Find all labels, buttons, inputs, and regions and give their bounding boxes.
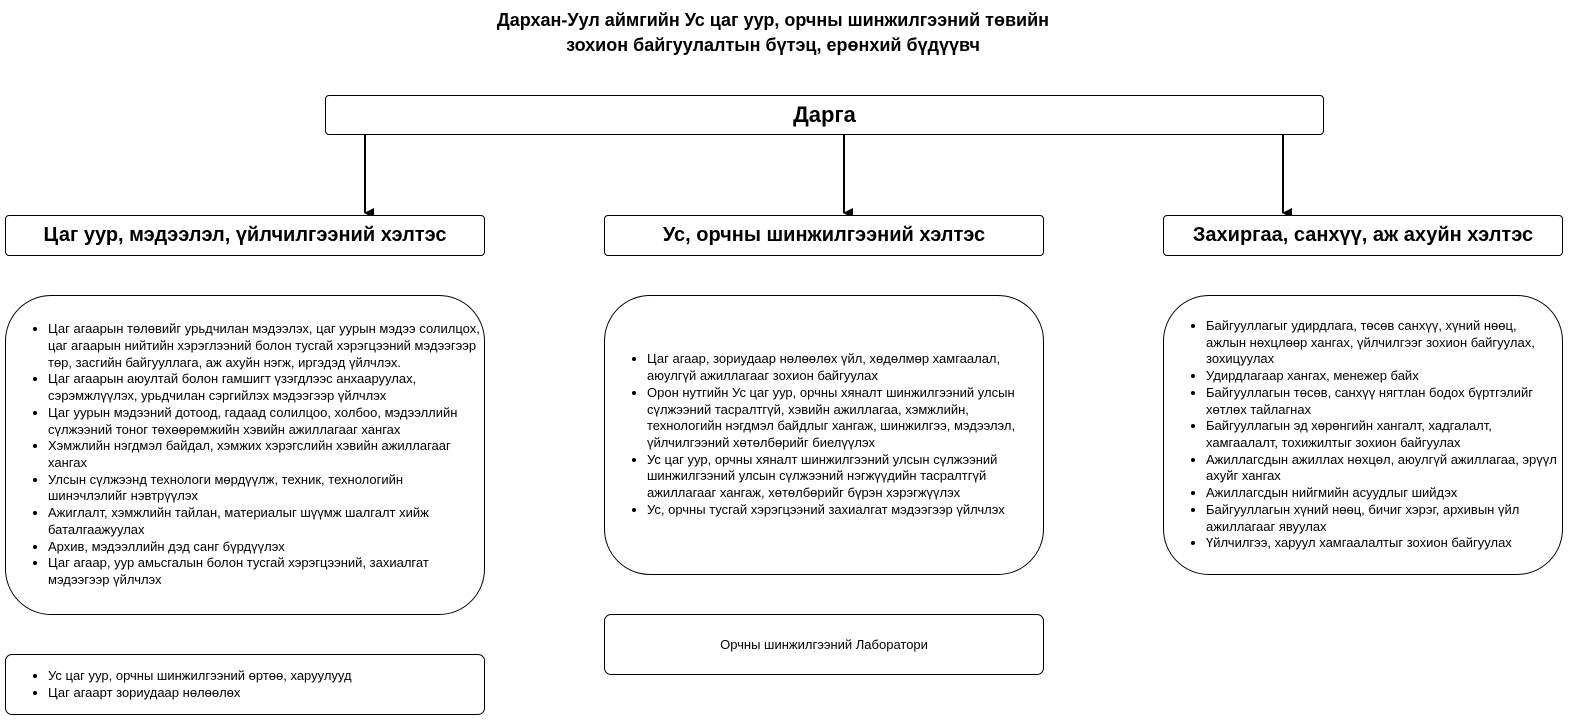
list-item: • Цаг агаарын төлөвийг урьдчилан мэдээлэх, цаг уурын мэдээ солилцох, цаг агаарын нийтийн хэрэглээний болон тусгай хэрэгцээний мэдээгээр төр, засгийн байгууллага, аж ахуйн нэгж, иргэдэд үйлчлэх. [48,321,482,371]
dept1-duties-box [5,295,485,615]
list-item: • Улсын сүлжээнд технологи мөрдүүлж, техник, технологийн шинэчлэлийг нэвтрүүлэх [48,472,482,505]
list-item: • Цаг агаар, зориудаар нөлөөлөх үйл, хөдөлмөр хамгаалал, аюулгүй ажиллагааг зохион байгуулах [647,351,1041,384]
list-item: • Удирдлагаар хангах, менежер байх [1206,368,1558,385]
dept2-duties-box [604,295,1044,575]
list-item: • Байгууллагыг удирдлага, төсөв санхүү, хүний нөөц, ажлын нөхцлөөр хангах, үйлчилгээг зохион байгуулах, зохицуулах [1206,318,1558,368]
title-line-2: зохион байгуулалтын бүтэц, ерөнхий бүдүүвч [566,35,980,55]
list-item: • Цаг агаар, уур амьсгалын болон тусгай хэрэгцээний, захиалгат мэдээгээр үйлчлэх [48,555,482,588]
list-item: • Байгууллагын хүний нөөц, бичиг хэрэг, архивын үйл ажиллагааг явуулах [1206,502,1558,535]
list-item: • Ажиллагсдын нийгмийн асуудлыг шийдэх [1206,485,1558,502]
dept2-laboratory-box: Орчны шинжилгээний Лаборатори [604,614,1044,675]
dept3-duties-box [1163,295,1563,575]
dept3-duties-list [1164,318,1558,552]
list-item: • Ажиллагсдын ажиллах нөхцөл, аюулгүй ажиллагаа, эрүүл ахуйг хангах [1206,452,1558,485]
list-item: • Орон нутгийн Ус цаг уур, орчны хяналт шинжилгээний улсын сүлжээний тасралтгүй, хэвийн ажиллагаа, хэмжлийн, технологийн нэгдмэл байдлыг хангаж, шинжилгээ, мэдээлэл, үйлчилгээний хөтөлбөрийг биелүүлэх [647,385,1041,452]
list-item: • Цаг агаарт зориудаар нөлөөлөх [48,685,352,702]
list-item: • Архив, мэдээллийн дэд санг бүрдүүлэх [48,539,482,556]
dept2-duties-list [605,351,1041,518]
dept1-units-list [6,668,352,701]
list-item: • Ажиглалт, хэмжлийн тайлан, материалыг шүүмж шалгалт хийж баталгаажуулах [48,505,482,538]
title-line-1: Дархан-Уул аймгийн Ус цаг уур, орчны шинжилгээний төвийн [496,10,1050,30]
dept1-duties-list [6,321,482,588]
list-item: • Ус, орчны тусгай хэрэгцээний захиалгат мэдээгээр үйлчлэх [647,502,1041,519]
list-item: • Хэмжлийн нэгдмэл байдал, хэмжих хэрэгслийн хэвийн ажиллагааг хангах [48,438,482,471]
list-item: • Үйлчилгээ, харуул хамгаалалтыг зохион байгуулах [1206,535,1558,552]
dept-admin-finance: Захиргаа, санхүү, аж ахуйн хэлтэс [1163,215,1563,256]
director-box: Дарга [325,95,1324,135]
dept-weather-info-service: Цаг уур, мэдээлэл, үйлчилгээний хэлтэс [5,215,485,256]
list-item: • Байгууллагын эд хөрөнгийн хангалт, хадгалалт, хамгаалалт, тохижилтыг зохион байгуулах [1206,418,1558,451]
list-item: • Ус цаг уур, орчны хяналт шинжилгээний улсын сүлжээний шинжилгээний улсын сүлжээний нэгжүүдийн тасралтгүй ажиллагааг хангаж, хөтөлбөрийг бүрэн хэрэгжүүлэх [647,452,1041,502]
list-item: • Ус цаг уур, орчны шинжилгээний өртөө, харуулууд [48,668,352,685]
list-item: • Цаг уурын мэдээний дотоод, гадаад солилцоо, холбоо, мэдээллийн сүлжээний тоног төхөөрөмжийн хэвийн ажиллагааг хангах [48,405,482,438]
list-item: • Цаг агаарын аюултай болон гамшигт үзэгдлээс анхааруулах, сэрэмжлүүлэх, урьдчилан сэргийлэх мэдээгээр үйлчлэх [48,371,482,404]
list-item: • Байгууллагын төсөв, санхүү нягтлан бодох бүртгэлийг хөтлөх тайлагнах [1206,385,1558,418]
dept1-units-box [5,654,485,715]
dept-water-environment-analysis: Ус, орчны шинжилгээний хэлтэс [604,215,1044,256]
